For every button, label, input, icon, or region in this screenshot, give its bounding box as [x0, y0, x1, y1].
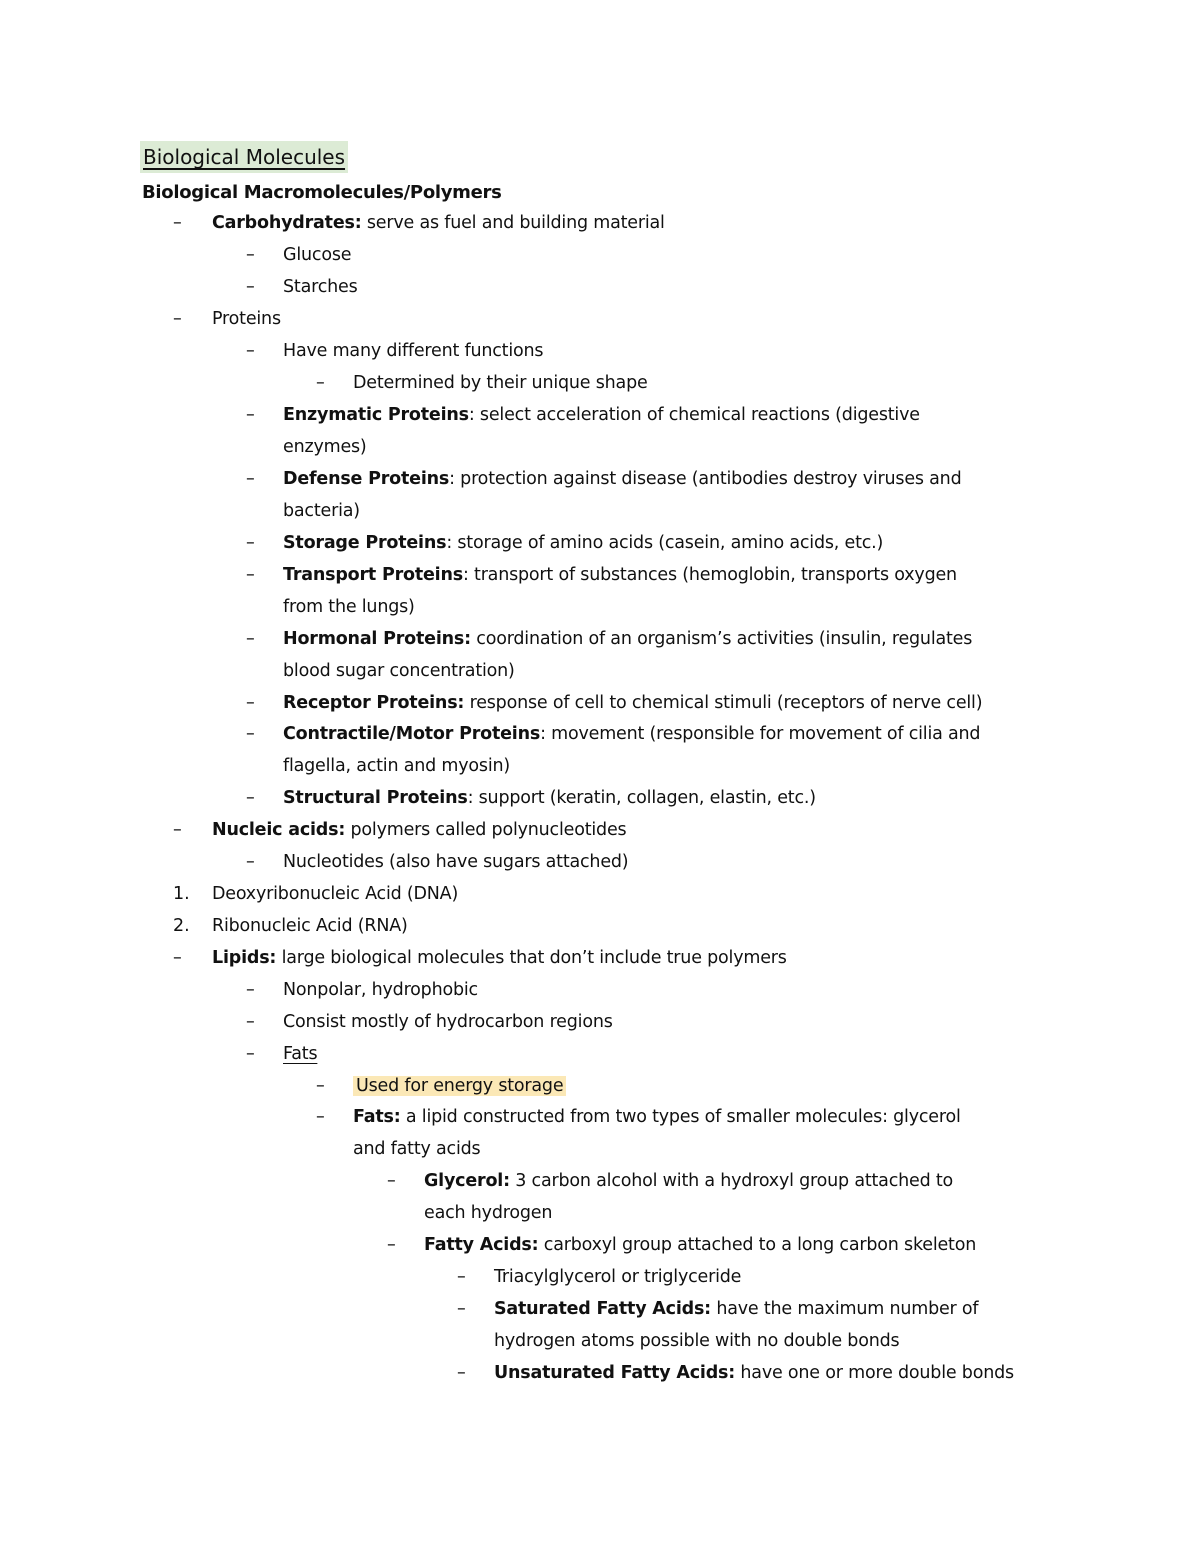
item-text: large biological molecules that don’t include true polymers [276, 948, 787, 968]
list-marker: – [457, 1299, 466, 1319]
item-defense-proteins [283, 464, 962, 494]
list-marker: – [246, 277, 255, 297]
item-text: Proteins [212, 309, 281, 329]
list-marker: – [316, 1076, 325, 1096]
item-glycerol [424, 1166, 953, 1196]
list-marker: – [246, 788, 255, 808]
term-label: Storage Proteins [283, 533, 447, 553]
item-text: have the maximum number of [710, 1299, 979, 1319]
item-text: : movement (responsible for movement of cilia and [540, 724, 981, 744]
item-starches [283, 272, 358, 302]
list-marker: – [246, 469, 255, 489]
item-rna [212, 911, 408, 941]
item-text: serve as fuel and building material [361, 213, 665, 233]
list-marker: – [246, 341, 255, 361]
term-label: Transport Proteins [283, 565, 463, 585]
term-label: Fatty Acids: [424, 1235, 539, 1255]
item-hormonal-proteins [283, 624, 972, 654]
item-transport-proteins [283, 560, 957, 590]
term-label: Contractile/Motor Proteins [283, 724, 541, 744]
list-marker: – [173, 820, 182, 840]
term-label: Unsaturated Fatty Acids: [494, 1363, 736, 1383]
list-marker: – [246, 1012, 255, 1032]
list-marker: – [246, 1044, 255, 1064]
list-marker: – [173, 948, 182, 968]
item-fats-definition [353, 1102, 961, 1132]
list-marker: – [246, 405, 255, 425]
item-enzymatic-proteins [283, 400, 920, 430]
item-fats-cont [353, 1134, 480, 1164]
item-energy-storage [353, 1071, 566, 1101]
item-text: 3 carbon alcohol with a hydroxyl group attached to [509, 1171, 954, 1191]
item-text: Deoxyribonucleic Acid (DNA) [212, 884, 459, 904]
item-glycerol-cont [424, 1198, 552, 1228]
item-text: from the lungs) [283, 597, 415, 617]
item-text: : transport of substances (hemoglobin, transports oxygen [462, 565, 957, 585]
item-text: : support (keratin, collagen, elastin, etc.) [467, 788, 816, 808]
item-text: Ribonucleic Acid (RNA) [212, 916, 408, 936]
item-text: Nucleotides (also have sugars attached) [283, 852, 629, 872]
item-text: carboxyl group attached to a long carbon skeleton [538, 1235, 977, 1255]
item-text: Determined by their unique shape [353, 373, 648, 393]
item-text: response of cell to chemical stimuli (receptors of nerve cell) [464, 693, 983, 713]
term-label: Saturated Fatty Acids: [494, 1299, 711, 1319]
item-dna [212, 879, 458, 909]
item-hydrocarbon [283, 1007, 613, 1037]
list-marker: – [246, 533, 255, 553]
list-marker: – [173, 309, 182, 329]
item-structural-proteins [283, 783, 816, 813]
list-marker: – [246, 724, 255, 744]
item-receptor-proteins [283, 688, 982, 718]
list-marker: – [387, 1235, 396, 1255]
list-marker: – [316, 1107, 325, 1127]
item-triacylglycerol [494, 1262, 741, 1292]
item-fatty-acids [424, 1230, 976, 1260]
item-text: and fatty acids [353, 1139, 481, 1159]
item-text: have one or more double bonds [735, 1363, 1014, 1383]
item-text: bacteria) [283, 501, 360, 521]
item-carbohydrates [212, 208, 665, 238]
item-text: Consist mostly of hydrocarbon regions [283, 1012, 613, 1032]
item-nucleotides [283, 847, 628, 877]
list-marker: – [457, 1363, 466, 1383]
item-enzymatic-cont [283, 432, 367, 462]
term-label: Carbohydrates: [212, 213, 362, 233]
term-label: Nucleic acids: [212, 820, 346, 840]
term-label: Hormonal Proteins: [283, 629, 471, 649]
item-contractile-cont [283, 751, 510, 781]
item-unsaturated [494, 1358, 1014, 1388]
item-text: enzymes) [283, 437, 367, 457]
item-nucleic-acids [212, 815, 626, 845]
term-label: Structural Proteins [283, 788, 468, 808]
list-marker: – [246, 852, 255, 872]
section-heading: Biological Macromolecules/Polymers [142, 182, 502, 203]
list-marker: – [316, 373, 325, 393]
item-storage-proteins [283, 528, 883, 558]
term-label: Glycerol: [424, 1171, 510, 1191]
term-label: Fats: [353, 1107, 401, 1127]
term-label: Lipids: [212, 948, 277, 968]
item-defense-cont [283, 496, 360, 526]
item-text: polymers called polynucleotides [345, 820, 627, 840]
list-marker: 2. [173, 916, 190, 936]
item-saturated-cont [494, 1326, 899, 1356]
item-text: Starches [283, 277, 358, 297]
item-text: Fats [283, 1044, 318, 1064]
item-lipids [212, 943, 787, 973]
list-marker: – [387, 1171, 396, 1191]
item-saturated [494, 1294, 978, 1324]
item-text: a lipid constructed from two types of smaller molecules: glycerol [400, 1107, 961, 1127]
item-proteins [212, 304, 281, 334]
item-contractile-proteins [283, 719, 980, 749]
item-text: : storage of amino acids (casein, amino acids, etc.) [446, 533, 884, 553]
item-text: : protection against disease (antibodies destroy viruses and [449, 469, 962, 489]
list-marker: – [246, 245, 255, 265]
item-text: flagella, actin and myosin) [283, 756, 511, 776]
item-text: Glucose [283, 245, 352, 265]
item-text: each hydrogen [424, 1203, 553, 1223]
item-text: hydrogen atoms possible with no double bonds [494, 1331, 900, 1351]
list-marker: – [173, 213, 182, 233]
item-text: blood sugar concentration) [283, 661, 515, 681]
item-nonpolar [283, 975, 478, 1005]
item-hormonal-cont [283, 656, 515, 686]
list-marker: – [246, 629, 255, 649]
item-functions [283, 336, 543, 366]
term-label: Receptor Proteins: [283, 693, 465, 713]
item-text: Have many different functions [283, 341, 544, 361]
item-text: coordination of an organism’s activities (insulin, regulates [470, 629, 973, 649]
item-text: Nonpolar, hydrophobic [283, 980, 478, 1000]
item-glucose [283, 240, 351, 270]
item-fats-heading [283, 1039, 317, 1069]
list-marker: – [457, 1267, 466, 1287]
page-title: Biological Molecules [140, 141, 348, 173]
item-shape [353, 368, 648, 398]
item-text: : select acceleration of chemical reactions (digestive [468, 405, 920, 425]
term-label: Defense Proteins [283, 469, 450, 489]
term-label: Enzymatic Proteins [283, 405, 469, 425]
list-marker: – [246, 980, 255, 1000]
item-text: Triacylglycerol or triglyceride [494, 1267, 742, 1287]
list-marker: – [246, 565, 255, 585]
item-text: Used for energy storage [353, 1076, 566, 1096]
list-marker: – [246, 693, 255, 713]
item-transport-cont [283, 592, 415, 622]
list-marker: 1. [173, 884, 190, 904]
